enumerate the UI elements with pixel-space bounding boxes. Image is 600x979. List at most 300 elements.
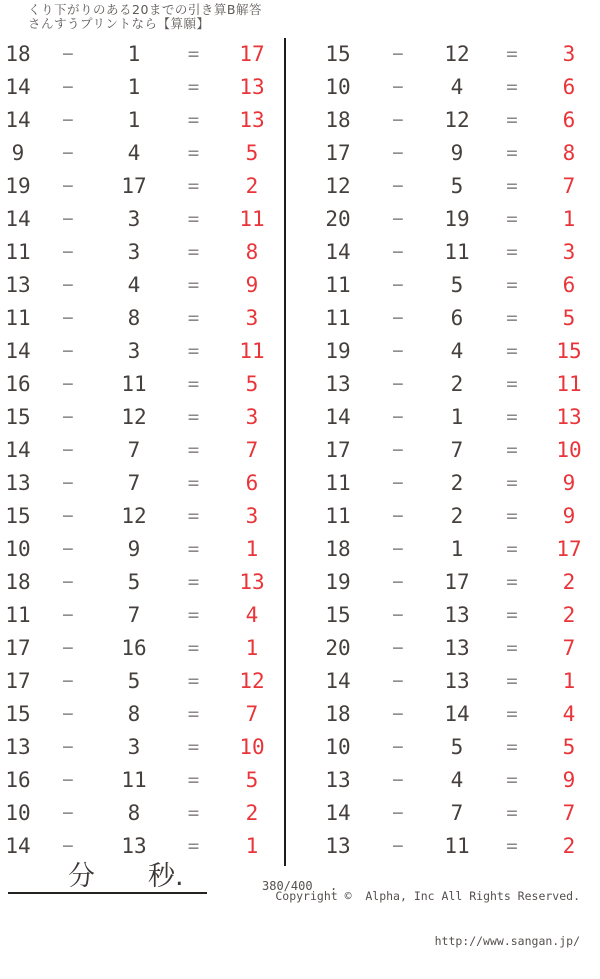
- problem-row: [0, 38, 285, 71]
- answer-value: 7: [562, 636, 576, 660]
- minuend: 15: [5, 702, 31, 726]
- problem-row: [285, 698, 600, 731]
- minus-sign: −: [62, 109, 74, 131]
- minuend: 13: [5, 735, 31, 759]
- minuend: 17: [325, 438, 351, 462]
- minus-sign: −: [392, 637, 404, 659]
- answer-value: 5: [245, 372, 259, 396]
- minus-sign: −: [392, 208, 404, 230]
- time-answer-underline: [8, 892, 207, 894]
- answer-value: 9: [562, 504, 576, 528]
- minuend: 20: [325, 636, 351, 660]
- minuend: 11: [5, 240, 31, 264]
- minuend: 14: [5, 207, 31, 231]
- minuend: 14: [325, 801, 351, 825]
- answer-value: 7: [245, 438, 259, 462]
- answer-value: 11: [239, 339, 265, 363]
- answer-value: 13: [556, 405, 582, 429]
- equals-sign: =: [506, 670, 518, 692]
- equals-sign: =: [187, 175, 200, 197]
- equals-sign: =: [187, 472, 200, 494]
- subtrahend: 1: [127, 42, 141, 66]
- equals-sign: =: [187, 571, 200, 593]
- minus-sign: −: [392, 241, 404, 263]
- minuend: 13: [5, 273, 31, 297]
- answer-value: 13: [239, 108, 265, 132]
- answer-value: 9: [245, 273, 259, 297]
- copyright-block: [275, 859, 580, 979]
- minus-sign: −: [392, 76, 404, 98]
- subtrahend: 3: [127, 339, 141, 363]
- answer-value: 3: [562, 240, 576, 264]
- minuend: 11: [325, 471, 351, 495]
- subtrahend: 6: [450, 306, 464, 330]
- problem-row: [0, 632, 285, 665]
- equals-sign: =: [187, 637, 200, 659]
- problem-row: [285, 236, 600, 269]
- problem-row: [285, 467, 600, 500]
- problem-row: [0, 533, 285, 566]
- answer-value: 5: [245, 768, 259, 792]
- minus-sign: −: [392, 802, 404, 824]
- problem-row: [285, 368, 600, 401]
- subtrahend: 14: [444, 702, 470, 726]
- equals-sign: =: [187, 241, 200, 263]
- minus-sign: −: [392, 406, 404, 428]
- equals-sign: =: [506, 505, 518, 527]
- problem-row: [285, 500, 600, 533]
- minus-sign: −: [62, 76, 74, 98]
- subtrahend: 7: [127, 471, 141, 495]
- minuend: 14: [325, 405, 351, 429]
- subtrahend: 12: [121, 504, 147, 528]
- minus-sign: −: [392, 175, 404, 197]
- answer-value: 15: [556, 339, 582, 363]
- problem-row: [0, 104, 285, 137]
- minus-sign: −: [62, 43, 74, 65]
- minuend: 9: [11, 141, 25, 165]
- equals-sign: =: [506, 637, 518, 659]
- answer-value: 11: [556, 372, 582, 396]
- equals-sign: =: [506, 604, 518, 626]
- copyright-text: Copyright © Alpha, Inc All Rights Reserved.: [275, 889, 580, 903]
- minuend: 18: [5, 42, 31, 66]
- minus-sign: −: [392, 307, 404, 329]
- problem-row: [285, 71, 600, 104]
- equals-sign: =: [506, 76, 518, 98]
- minus-sign: −: [392, 670, 404, 692]
- problem-row: [285, 599, 600, 632]
- minuend: 14: [325, 240, 351, 264]
- minuend: 17: [325, 141, 351, 165]
- equals-sign: =: [187, 835, 200, 857]
- minuend: 17: [5, 669, 31, 693]
- problem-row: [0, 335, 285, 368]
- minuend: 14: [325, 669, 351, 693]
- minuend: 12: [325, 174, 351, 198]
- problem-row: [285, 302, 600, 335]
- equals-sign: =: [187, 670, 200, 692]
- minuend: 11: [325, 306, 351, 330]
- subtrahend: 4: [127, 141, 141, 165]
- answer-value: 5: [245, 141, 259, 165]
- minus-sign: −: [392, 769, 404, 791]
- subtrahend: 8: [127, 801, 141, 825]
- minuend: 20: [325, 207, 351, 231]
- minus-sign: −: [62, 736, 74, 758]
- subtrahend: 8: [127, 702, 141, 726]
- minus-sign: −: [62, 373, 74, 395]
- subtrahend: 3: [127, 207, 141, 231]
- answer-value: 1: [562, 207, 576, 231]
- equals-sign: =: [187, 340, 200, 362]
- minus-sign: −: [62, 208, 74, 230]
- problem-row: [0, 203, 285, 236]
- minus-sign: −: [62, 571, 74, 593]
- equals-sign: =: [187, 307, 200, 329]
- answer-value: 12: [239, 669, 265, 693]
- answer-value: 10: [556, 438, 582, 462]
- minus-sign: −: [392, 340, 404, 362]
- problem-row: [0, 830, 285, 863]
- subtrahend: 9: [450, 141, 464, 165]
- answer-value: 3: [562, 42, 576, 66]
- problem-row: [0, 269, 285, 302]
- answer-value: 11: [239, 207, 265, 231]
- subtrahend: 1: [450, 537, 464, 561]
- worksheet-header: [28, 3, 262, 31]
- subtrahend: 7: [127, 603, 141, 627]
- equals-sign: =: [187, 109, 200, 131]
- problem-row: [285, 170, 600, 203]
- minuend: 18: [325, 108, 351, 132]
- site-url: http://www.sangan.jp/: [434, 934, 580, 948]
- minus-sign: −: [392, 142, 404, 164]
- minuend: 11: [325, 504, 351, 528]
- problem-row: [285, 566, 600, 599]
- answer-value: 6: [245, 471, 259, 495]
- problem-row: [0, 137, 285, 170]
- minus-sign: −: [62, 637, 74, 659]
- problem-row: [285, 38, 600, 71]
- answer-value: 2: [245, 174, 259, 198]
- equals-sign: =: [187, 769, 200, 791]
- subtrahend: 12: [444, 108, 470, 132]
- equals-sign: =: [506, 307, 518, 329]
- problem-row: [0, 764, 285, 797]
- subtrahend: 11: [121, 768, 147, 792]
- answer-value: 4: [562, 702, 576, 726]
- subtrahend: 19: [444, 207, 470, 231]
- subtrahend: 8: [127, 306, 141, 330]
- score-dot: .: [330, 879, 338, 893]
- equals-sign: =: [187, 76, 200, 98]
- answer-value: 2: [245, 801, 259, 825]
- minus-sign: −: [392, 604, 404, 626]
- answer-value: 1: [245, 834, 259, 858]
- problem-row: [285, 335, 600, 368]
- equals-sign: =: [187, 538, 200, 560]
- problem-row: [0, 401, 285, 434]
- subtrahend: 1: [450, 405, 464, 429]
- seconds-label: 秒.: [148, 861, 184, 892]
- minus-sign: −: [392, 109, 404, 131]
- subtrahend: 13: [444, 636, 470, 660]
- answer-value: 17: [239, 42, 265, 66]
- minus-sign: −: [392, 472, 404, 494]
- problem-row: [285, 269, 600, 302]
- subtrahend: 1: [127, 108, 141, 132]
- minuend: 14: [5, 339, 31, 363]
- minus-sign: −: [62, 175, 74, 197]
- minus-sign: −: [62, 769, 74, 791]
- subtrahend: 3: [127, 240, 141, 264]
- subtrahend: 9: [127, 537, 141, 561]
- score-counter: 380/400: [262, 879, 313, 893]
- answer-value: 7: [245, 702, 259, 726]
- answer-value: 3: [245, 504, 259, 528]
- minuend: 13: [325, 834, 351, 858]
- answer-value: 9: [562, 768, 576, 792]
- problem-row: [285, 764, 600, 797]
- minuend: 16: [5, 768, 31, 792]
- answer-value: 3: [245, 405, 259, 429]
- subtrahend: 5: [450, 735, 464, 759]
- equals-sign: =: [506, 571, 518, 593]
- answer-value: 1: [245, 636, 259, 660]
- minuend: 14: [5, 834, 31, 858]
- minuend: 10: [5, 801, 31, 825]
- minus-sign: −: [62, 604, 74, 626]
- equals-sign: =: [506, 175, 518, 197]
- minus-sign: −: [62, 538, 74, 560]
- problems-column-left: [0, 38, 285, 863]
- subtrahend: 4: [450, 339, 464, 363]
- minuend: 15: [325, 42, 351, 66]
- subtrahend: 3: [127, 735, 141, 759]
- answer-value: 7: [562, 174, 576, 198]
- subtrahend: 2: [450, 471, 464, 495]
- subtrahend: 12: [121, 405, 147, 429]
- answer-value: 8: [562, 141, 576, 165]
- minuend: 10: [325, 75, 351, 99]
- minuend: 10: [5, 537, 31, 561]
- problem-row: [285, 632, 600, 665]
- problem-row: [0, 566, 285, 599]
- subtrahend: 13: [444, 669, 470, 693]
- answer-value: 17: [556, 537, 582, 561]
- equals-sign: =: [187, 736, 200, 758]
- answer-value: 6: [562, 108, 576, 132]
- answer-value: 13: [239, 570, 265, 594]
- minuend: 13: [5, 471, 31, 495]
- equals-sign: =: [506, 802, 518, 824]
- minus-sign: −: [392, 373, 404, 395]
- equals-sign: =: [506, 208, 518, 230]
- problem-row: [0, 599, 285, 632]
- problem-row: [0, 467, 285, 500]
- equals-sign: =: [506, 835, 518, 857]
- answer-value: 3: [245, 306, 259, 330]
- minuend: 11: [325, 273, 351, 297]
- subtrahend: 7: [450, 801, 464, 825]
- minuend: 17: [5, 636, 31, 660]
- minuend: 11: [5, 306, 31, 330]
- minuend: 18: [5, 570, 31, 594]
- equals-sign: =: [187, 208, 200, 230]
- minus-sign: −: [392, 505, 404, 527]
- equals-sign: =: [187, 505, 200, 527]
- equals-sign: =: [506, 340, 518, 362]
- minuend: 18: [325, 537, 351, 561]
- subtrahend: 7: [127, 438, 141, 462]
- equals-sign: =: [187, 406, 200, 428]
- problem-row: [0, 500, 285, 533]
- answer-value: 2: [562, 570, 576, 594]
- subtrahend: 1: [127, 75, 141, 99]
- answer-value: 5: [562, 306, 576, 330]
- problem-row: [0, 434, 285, 467]
- equals-sign: =: [506, 472, 518, 494]
- answer-value: 6: [562, 273, 576, 297]
- equals-sign: =: [187, 274, 200, 296]
- minus-sign: −: [392, 571, 404, 593]
- minus-sign: −: [62, 406, 74, 428]
- equals-sign: =: [187, 604, 200, 626]
- problem-row: [0, 731, 285, 764]
- problem-row: [0, 236, 285, 269]
- equals-sign: =: [187, 142, 200, 164]
- answer-value: 2: [562, 603, 576, 627]
- subtrahend: 4: [450, 75, 464, 99]
- minutes-label: 分: [68, 861, 95, 892]
- subtrahend: 13: [121, 834, 147, 858]
- answer-value: 9: [562, 471, 576, 495]
- answer-value: 1: [245, 537, 259, 561]
- equals-sign: =: [187, 703, 200, 725]
- subtrahend: 5: [450, 174, 464, 198]
- problem-row: [285, 434, 600, 467]
- minuend: 10: [325, 735, 351, 759]
- minus-sign: −: [62, 274, 74, 296]
- subtrahend: 5: [450, 273, 464, 297]
- minuend: 13: [325, 372, 351, 396]
- subtrahend: 4: [450, 768, 464, 792]
- minus-sign: −: [62, 307, 74, 329]
- minus-sign: −: [392, 835, 404, 857]
- answer-value: 8: [245, 240, 259, 264]
- minus-sign: −: [62, 439, 74, 461]
- minus-sign: −: [392, 736, 404, 758]
- problem-row: [285, 137, 600, 170]
- minuend: 14: [5, 438, 31, 462]
- subtrahend: 13: [444, 603, 470, 627]
- minuend: 19: [325, 339, 351, 363]
- problem-row: [0, 797, 285, 830]
- equals-sign: =: [506, 538, 518, 560]
- equals-sign: =: [506, 241, 518, 263]
- answer-value: 4: [245, 603, 259, 627]
- problem-row: [0, 170, 285, 203]
- minuend: 19: [325, 570, 351, 594]
- equals-sign: =: [187, 439, 200, 461]
- minus-sign: −: [62, 142, 74, 164]
- problem-row: [285, 797, 600, 830]
- subtrahend: 5: [127, 570, 141, 594]
- equals-sign: =: [187, 373, 200, 395]
- minus-sign: −: [392, 439, 404, 461]
- problems-column-right: [285, 38, 600, 863]
- minuend: 16: [5, 372, 31, 396]
- minuend: 18: [325, 702, 351, 726]
- equals-sign: =: [506, 439, 518, 461]
- subtrahend: 12: [444, 42, 470, 66]
- minus-sign: −: [62, 670, 74, 692]
- equals-sign: =: [187, 43, 200, 65]
- equals-sign: =: [506, 736, 518, 758]
- minuend: 19: [5, 174, 31, 198]
- minus-sign: −: [392, 703, 404, 725]
- minus-sign: −: [62, 505, 74, 527]
- minus-sign: −: [62, 241, 74, 263]
- subtrahend: 5: [127, 669, 141, 693]
- minus-sign: −: [62, 472, 74, 494]
- subtrahend: 4: [127, 273, 141, 297]
- equals-sign: =: [506, 769, 518, 791]
- equals-sign: =: [506, 406, 518, 428]
- minuend: 13: [325, 768, 351, 792]
- minus-sign: −: [62, 802, 74, 824]
- problem-row: [285, 731, 600, 764]
- minus-sign: −: [62, 340, 74, 362]
- answer-value: 6: [562, 75, 576, 99]
- problem-row: [285, 203, 600, 236]
- subtrahend: 2: [450, 372, 464, 396]
- problem-row: [285, 665, 600, 698]
- minus-sign: −: [392, 274, 404, 296]
- subtrahend: 11: [121, 372, 147, 396]
- subtrahend: 2: [450, 504, 464, 528]
- answer-value: 1: [562, 669, 576, 693]
- equals-sign: =: [506, 703, 518, 725]
- equals-sign: =: [187, 802, 200, 824]
- problem-row: [285, 401, 600, 434]
- minuend: 15: [5, 405, 31, 429]
- subtrahend: 17: [444, 570, 470, 594]
- minuend: 14: [5, 108, 31, 132]
- minus-sign: −: [62, 835, 74, 857]
- minus-sign: −: [392, 538, 404, 560]
- equals-sign: =: [506, 373, 518, 395]
- problem-row: [0, 665, 285, 698]
- answer-value: 10: [239, 735, 265, 759]
- subtrahend: 16: [121, 636, 147, 660]
- subtrahend: 11: [444, 834, 470, 858]
- equals-sign: =: [506, 43, 518, 65]
- problem-row: [285, 533, 600, 566]
- minuend: 15: [325, 603, 351, 627]
- minus-sign: −: [62, 703, 74, 725]
- minus-sign: −: [392, 43, 404, 65]
- minuend: 11: [5, 603, 31, 627]
- answer-value: 7: [562, 801, 576, 825]
- problem-row: [0, 71, 285, 104]
- subtrahend: 17: [121, 174, 147, 198]
- problem-row: [0, 302, 285, 335]
- problem-row: [0, 368, 285, 401]
- equals-sign: =: [506, 142, 518, 164]
- answer-value: 5: [562, 735, 576, 759]
